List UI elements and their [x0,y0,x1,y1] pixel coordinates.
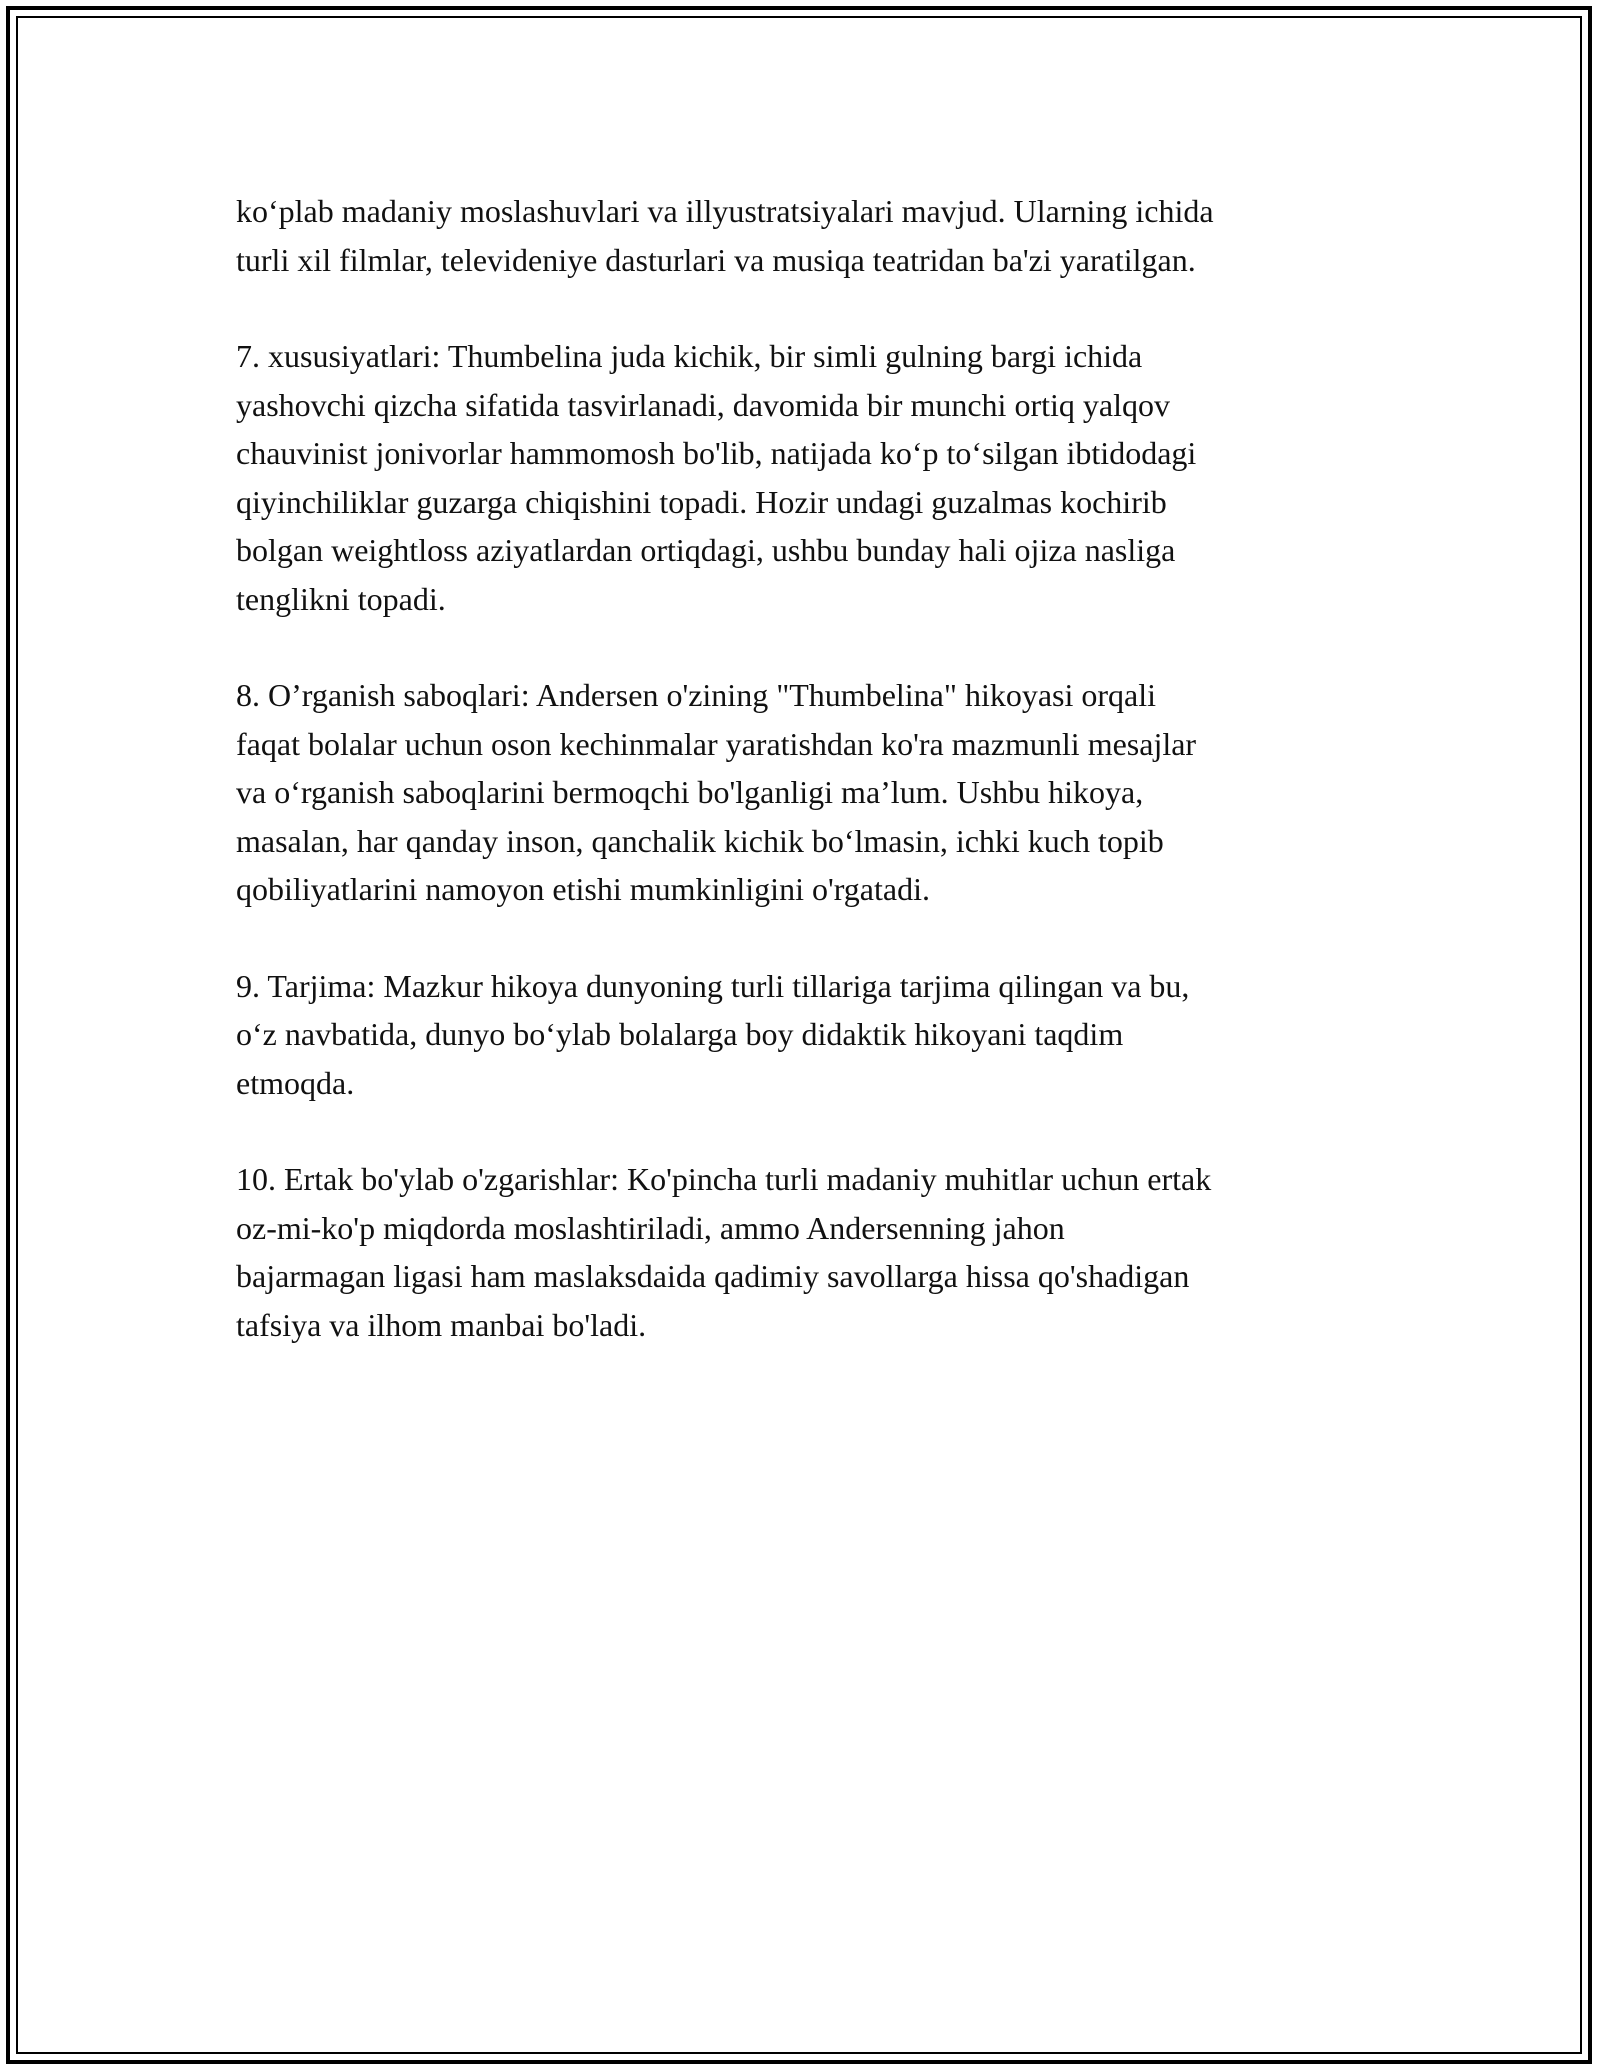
document-body [236,187,1366,1397]
paragraph-adaptations: ko‘plab madaniy moslashuvlari va illyustratsiyalari mavjud. Ularning ichida turli xil filmlar, televideniye dasturlari va musiqa teatridan ba'zi yaratilgan. [236,193,1214,278]
paragraph-9-translation: 9. Tarjima: Mazkur hikoya dunyoning turli tillariga tarjima qilingan va bu, o‘z navbatida, dunyo bo‘ylab bolalarga boy didaktik hikoyani taqdim etmoqda. [236,967,1190,1101]
paragraph-8-lessons: 8. O’rganish saboqlari: Andersen o'zining "Thumbelina" hikoyasi orqali faqat bolalar uchun oson kechinmalar yaratishdan ko'ra mazmunli mesajlar va o‘rganish saboqlarini bermoqchi bo'lganligi ma’lum. Ushbu hikoya, masalan, har qanday inson, qanchalik kichik bo‘lmasin, ichki kuch topib qobiliyatlarini namoyon etishi mumkinligini o'rgatadi. [236,677,1197,907]
paragraph-7-features: 7. xususiyatlari: Thumbelina juda kichik, bir simli gulning bargi ichida yashovchi qizcha sifatida tasvirlanadi, davomida bir munchi ortiq yalqov chauvinist jonivorlar hammomosh bo'lib, natijada ko‘p to‘silgan ibtidodagi qiyinchiliklar guzarga chiqishini topadi. Hozir undagi guzalmas kochirib bolgan weightloss aziyatlardan ortiqdagi, ushbu bunday hali ojiza nasliga tenglikni topadi. [236,338,1197,617]
paragraph-10-changes: 10. Ertak bo'ylab o'zgarishlar: Ko'pincha turli madaniy muhitlar uchun ertak oz-mi-ko'p miqdorda moslashtiriladi, ammo Andersenning jahon bajarmagan ligasi ham maslaksdaida qadimiy savollarga hissa qo'shadigan tafsiya va ilhom manbai bo'ladi. [236,1161,1212,1343]
